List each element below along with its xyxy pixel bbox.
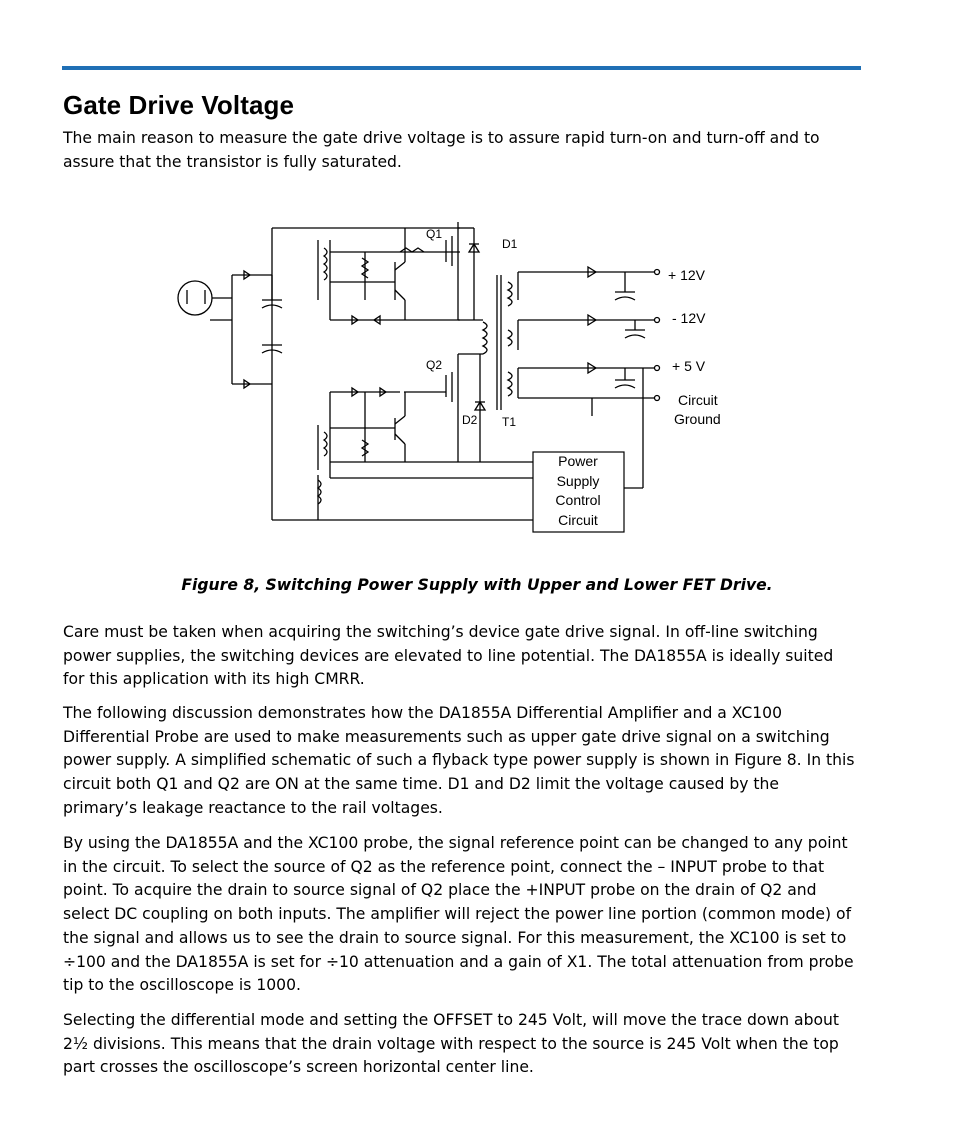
plus-5v-label: + 5 V	[672, 358, 706, 374]
paragraph-4: Selecting the differential mode and setting the OFFSET to 245 Volt, will move the trace down about 2½ divisions. This means that the drain voltage with respect to the source is 245 Volt when the top part crosses the oscilloscope’s screen horizontal center line.	[63, 1011, 840, 1077]
schematic-figure	[150, 210, 750, 540]
box-line-1: Power	[558, 453, 598, 469]
header-rule	[62, 66, 861, 70]
box-line-2: Supply	[556, 473, 600, 489]
box-line-3: Control	[555, 492, 601, 508]
q2-label: Q2	[426, 358, 443, 372]
q1-label: Q1	[426, 227, 443, 241]
ground-label: Ground	[674, 411, 721, 427]
figure-caption: Figure 8, Switching Power Supply with Upper and Lower FET Drive.	[181, 576, 773, 594]
section-heading: Gate Drive Voltage	[63, 90, 295, 120]
paragraph-3: By using the DA1855A and the XC100 probe, the signal reference point can be changed to any point in the circuit. To select the source of Q2 as the reference point, connect the – INPUT probe to that point. To acquire the drain to source signal of Q2 place the +INPUT probe on the drain of Q2 and select DC coupling on both inputs. The amplifier will reject the power line portion (common mode) of the signal and allows us to see the drain to source signal. For this measurement, the XC100 is set to ÷100 and the DA1855A is set for ÷10 attenuation and a gain of X1. The total attenuation from probe tip to the oscilloscope is 1000.	[63, 834, 854, 995]
t1-label: T1	[502, 415, 517, 429]
d2-label: D2	[462, 413, 478, 427]
minus-12v-label: - 12V	[672, 310, 706, 326]
circuit-label: Circuit	[678, 392, 718, 408]
plus-12v-label: + 12V	[668, 267, 705, 283]
intro-paragraph: The main reason to measure the gate drive voltage is to assure rapid turn-on and turn-off and to assure that the transistor is fully saturated.	[63, 129, 820, 171]
box-line-4: Circuit	[558, 512, 598, 528]
d1-label: D1	[502, 237, 518, 251]
paragraph-1: Care must be taken when acquiring the switching’s device gate drive signal. In off-line switching power supplies, the switching devices are elevated to line potential. The DA1855A is ideally suited for this application with its high CMRR.	[63, 623, 834, 689]
paragraph-2: The following discussion demonstrates how the DA1855A Differential Amplifier and a XC100 Differential Probe are used to make measurements such as upper gate drive signal on a switching power supply. A simplified schematic of such a flyback type power supply is shown in Figure 8. In this circuit both Q1 and Q2 are ON at the same time. D1 and D2 limit the voltage caused by the primary’s leakage reactance to the rail voltages.	[63, 704, 855, 817]
